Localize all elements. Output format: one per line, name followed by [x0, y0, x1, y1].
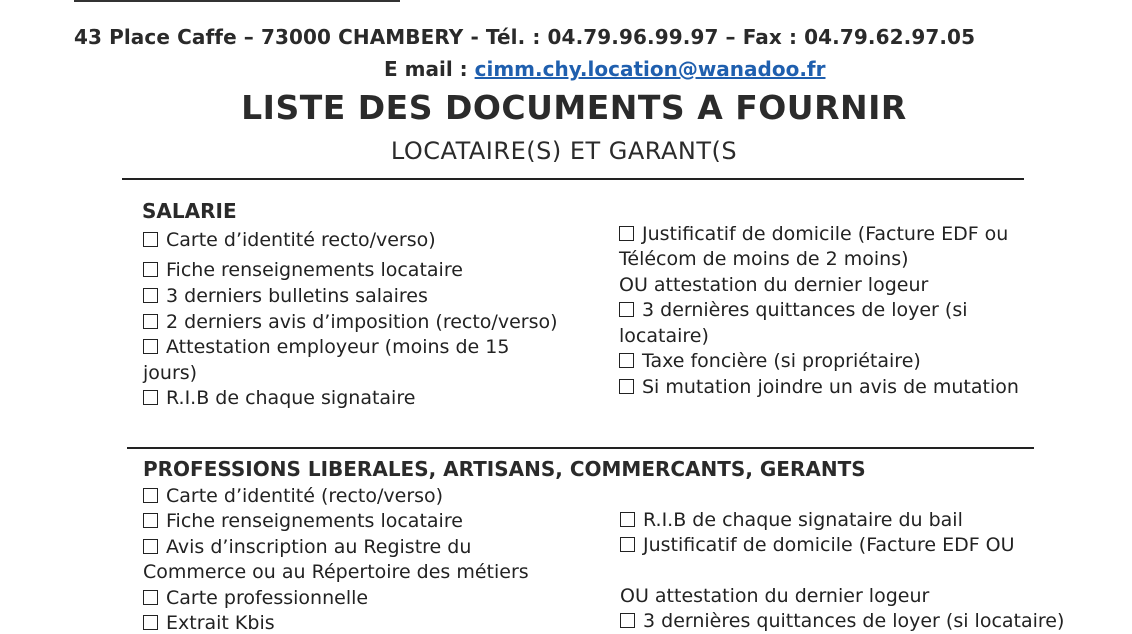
- checkbox[interactable]: [143, 539, 158, 554]
- checklist-item: Carte professionnelle: [143, 587, 368, 609]
- document-subtitle: LOCATAIRE(S) ET GARANT(S: [390, 137, 738, 165]
- checkbox[interactable]: [143, 488, 158, 503]
- checklist-item: Taxe foncière (si propriétaire): [619, 350, 921, 372]
- email-label: E mail :: [384, 57, 475, 81]
- email-line: [384, 57, 826, 81]
- checklist-item-continuation: OU attestation du dernier logeur: [619, 274, 929, 296]
- checkbox[interactable]: [143, 390, 158, 405]
- checkbox[interactable]: [143, 615, 158, 630]
- checklist-item-continuation: Télécom de moins de 2 moins): [619, 248, 909, 270]
- checkbox[interactable]: [619, 379, 634, 394]
- checklist-item: 3 derniers bulletins salaires: [143, 285, 428, 307]
- checklist-item: Extrait Kbis: [143, 612, 275, 634]
- checklist-item: Fiche renseignements locataire: [143, 510, 463, 532]
- checkbox[interactable]: [143, 590, 158, 605]
- section-divider: [122, 178, 1024, 180]
- checkbox[interactable]: [619, 302, 634, 317]
- checkbox[interactable]: [620, 512, 635, 527]
- checklist-item: Carte d’identité (recto/verso): [143, 485, 443, 507]
- checklist-item-continuation: OU attestation du dernier logeur: [620, 585, 930, 607]
- checkbox[interactable]: [143, 314, 158, 329]
- checklist-item: Carte d’identité recto/verso): [143, 229, 436, 251]
- section-divider: [127, 447, 1034, 449]
- top-rule: [74, 0, 400, 2]
- agency-address: 43 Place Caffe – 73000 CHAMBERY - Tél. : 04.79.96.99.97 – Fax : 04.79.62.97.05: [74, 25, 976, 49]
- document-title: LISTE DES DOCUMENTS A FOURNIR: [241, 88, 907, 127]
- checkbox[interactable]: [143, 288, 158, 303]
- checklist-item-continuation: jours): [143, 362, 198, 384]
- checklist-item-continuation: Commerce ou au Répertoire des métiers: [143, 561, 529, 583]
- checklist-item: R.I.B de chaque signataire du bail: [620, 509, 963, 531]
- checklist-item-continuation: locataire): [619, 325, 709, 347]
- checkbox[interactable]: [620, 613, 635, 628]
- checkbox[interactable]: [619, 226, 634, 241]
- section-title-salarie: SALARIE: [142, 199, 237, 223]
- checkbox[interactable]: [143, 232, 158, 247]
- checkbox[interactable]: [620, 537, 635, 552]
- checklist-item: Attestation employeur (moins de 15: [143, 336, 509, 358]
- checklist-item: 2 derniers avis d’imposition (recto/verso): [143, 311, 558, 333]
- checklist-item: 3 dernières quittances de loyer (si locataire): [620, 610, 1064, 632]
- checklist-item: Avis d’inscription au Registre du: [143, 536, 471, 558]
- checklist-item: Fiche renseignements locataire: [143, 259, 463, 281]
- checkbox[interactable]: [143, 513, 158, 528]
- section-title-professions: PROFESSIONS LIBERALES, ARTISANS, COMMERCANTS, GERANTS: [143, 457, 866, 481]
- checklist-item: Justificatif de domicile (Facture EDF OU: [620, 534, 1015, 556]
- checklist-item: Si mutation joindre un avis de mutation: [619, 376, 1019, 398]
- checkbox[interactable]: [619, 353, 634, 368]
- checklist-item: R.I.B de chaque signataire: [143, 387, 415, 409]
- checklist-item: Justificatif de domicile (Facture EDF ou: [619, 223, 1008, 245]
- email-link[interactable]: cimm.chy.location@wanadoo.fr: [474, 57, 826, 81]
- checkbox[interactable]: [143, 262, 158, 277]
- checkbox[interactable]: [143, 339, 158, 354]
- checklist-item: 3 dernières quittances de loyer (si: [619, 299, 968, 321]
